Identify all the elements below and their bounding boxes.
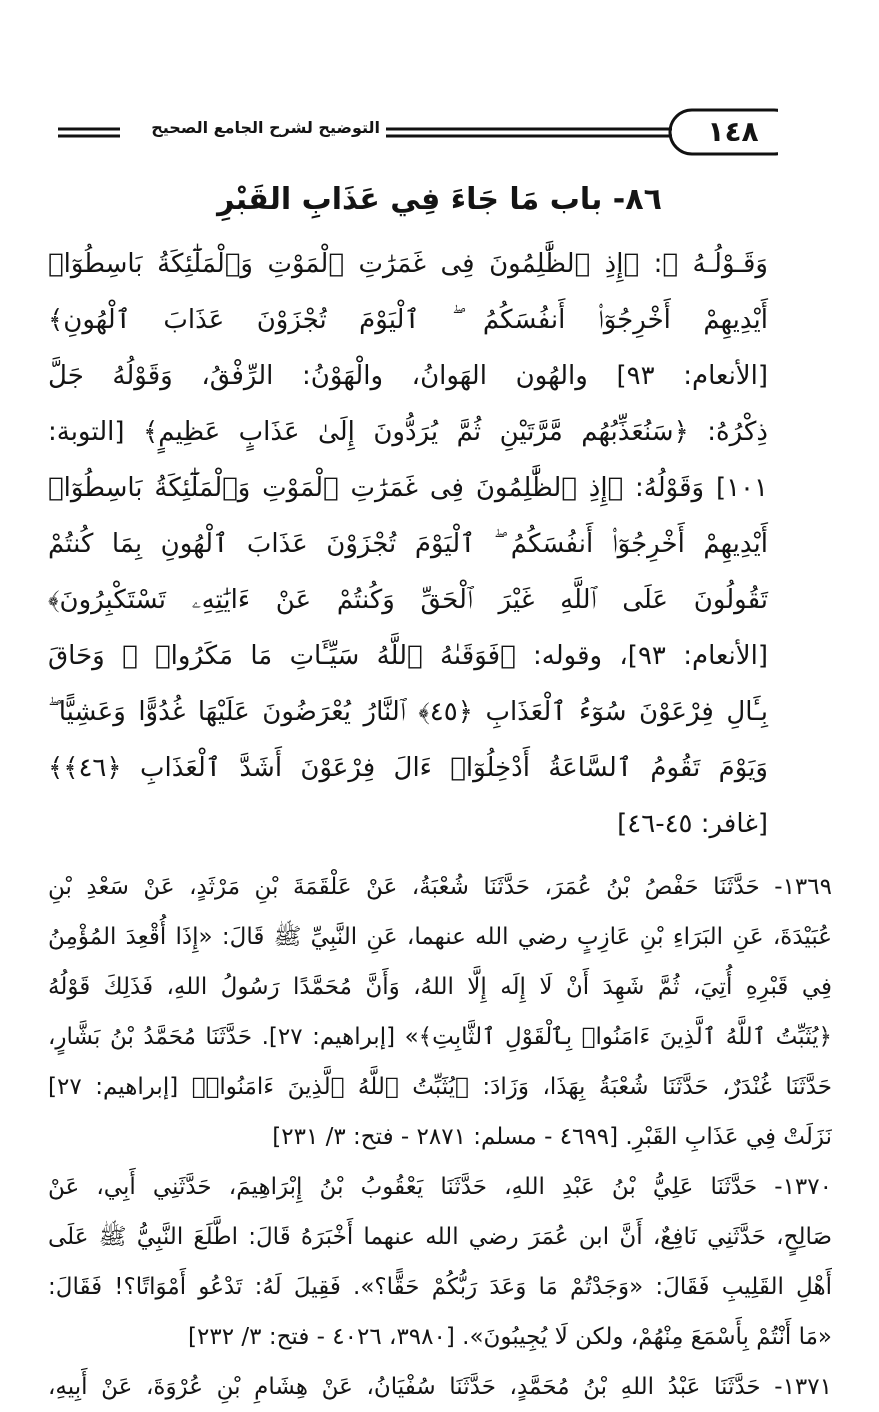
verse-line: أَيْدِيهِمْ أَخْرِجُوٓا۟ أَنفُسَكُمُ ۖ ٱلْيَوْمَ تُجْزَوْنَ عَذَابَ ٱلْهُونِ بِمَا كُنتُمْ — [48, 529, 768, 559]
section-gap — [48, 852, 832, 862]
book-title: التوضيح لشرح الجامع الصحيح — [151, 118, 380, 137]
hadith-line: ﴿يُثَبِّتُ ٱللَّهُ ٱلَّذِينَ ءَامَنُوا۟ بِٱلْقَوْلِ ٱلثَّابِتِ﴾» [إبراهيم: ٢٧]. حَدَّثَنَا مُحَمَّدُ بْنُ بَشَّارٍ، — [48, 1024, 832, 1050]
verse-reference: [غافر: ٤٥-٤٦] — [617, 809, 768, 839]
hadith-line: ١٣٦٩- حَدَّثَنَا حَفْصُ بْنُ عُمَرَ، حَدَّثَنَا شُعْبَةُ، عَنْ عَلْقَمَةَ بْنِ مَرْثَدٍ، عَنْ سَعْدِ بْنِ — [48, 874, 832, 900]
verse-line: تَقُولُونَ عَلَى ٱللَّهِ غَيْرَ ٱلْحَقِّ وَكُنتُمْ عَنْ ءَايَٰتِهِۦ تَسْتَكْبِرُونَ﴾ — [48, 585, 768, 615]
verse-line: ١٠١] وَقَوْلُهُ: ﴿إِذِ ٱلظَّٰلِمُونَ فِى غَمَرَٰتِ ٱلْمَوْتِ وَٱلْمَلَٰٓئِكَةُ بَاسِطُوٓا۟ — [48, 473, 768, 503]
verse-line: [الأنعام: ٩٣] والهُون الهَوانُ، والْهَوْنُ: الرِّفْقُ، وَقَوْلُهُ جَلَّ — [48, 361, 768, 391]
hadith-line: أَهْلِ القَلِيبِ فَقَالَ: «وَجَدْتُمْ مَا وَعَدَ رَبُّكُمْ حَقًّا؟». فَقِيلَ لَهُ: تَدْعُو أَمْوَاتًا؟! فَقَالَ: — [48, 1274, 832, 1300]
page-body — [48, 236, 832, 1412]
hadith-line: صَالِحٍ، حَدَّثَنِي نَافِعٌ، أَنَّ ابن عُمَرَ رضي الله عنهما أَخْبَرَهُ قَالَ: اطَّلَعَ النَّبِيُّ ﷺ عَلَى — [48, 1224, 832, 1250]
hadith-line: فِي قَبْرِهِ أُتِيَ، ثُمَّ شَهِدَ أَنْ لَا إِلَه إِلَّا اللهُ، وَأَنَّ مُحَمَّدًا رَسُولُ اللهِ، فَذَلِكَ قَوْلُهُ — [48, 974, 832, 1000]
hadith-section — [48, 862, 832, 1412]
hadith-reference: نَزَلَتْ فِي عَذَابِ القَبْرِ. [٤٦٩٩ - مسلم: ٢٨٧١ - فتح: ٣/ ٢٣١] — [272, 1124, 832, 1150]
hadith-line: ١٣٧٠- حَدَّثَنَا عَلِيُّ بْنُ عَبْدِ اللهِ، حَدَّثَنَا يَعْقُوبُ بْنُ إِبْرَاهِيمَ، حَدَّثَنِي أَبِي، عَنْ — [48, 1174, 832, 1200]
verse-line: وَيَوْمَ تَقُومُ ٱلسَّاعَةُ أَدْخِلُوٓا۟ ءَالَ فِرْعَوْنَ أَشَدَّ ٱلْعَذَابِ ﴿٤٦﴾﴾ — [48, 753, 768, 783]
verse-line: بِـَٔالِ فِرْعَوْنَ سُوٓءُ ٱلْعَذَابِ ﴿٤٥﴾ ٱلنَّارُ يُعْرَضُونَ عَلَيْهَا غُدُوًّا وَعَشِيًّا ۖ — [48, 697, 769, 727]
hadith-line: عُبَيْدَةَ، عَنِ البَرَاءِ بْنِ عَازِبٍ رضي الله عنهما، عَنِ النَّبِيِّ ﷺ قَالَ: «إِذَا أُقْعِدَ المُؤْمِنُ — [48, 924, 832, 950]
verse-line: أَيْدِيهِمْ أَخْرِجُوٓا۟ أَنفُسَكُمُ ۖ ٱلْيَوْمَ تُجْزَوْنَ عَذَابَ ٱلْهُونِ﴾ — [48, 305, 768, 335]
hadith-line: ١٣٧١- حَدَّثَنَا عَبْدُ اللهِ بْنُ مُحَمَّدٍ، حَدَّثَنَا سُفْيَانُ، عَنْ هِشَامِ بْنِ عُرْوَةَ، عَنْ أَبِيهِ، — [48, 1374, 832, 1400]
hadith-line: حَدَّثَنَا غُنْدَرٌ، حَدَّثَنَا شُعْبَةُ بِهَذَا، وَزَادَ: ﴿يُثَبِّتُ ٱللَّهُ ٱلَّذِينَ ءَامَنُوا۟﴾ [إبراهيم: ٢٧] — [48, 1074, 832, 1100]
verse-line: وَقَـوْلُـهُ ﷻ: ﴿إِذِ ٱلظَّٰلِمُونَ فِى غَمَرَٰتِ ٱلْمَوْتِ وَٱلْمَلَٰٓئِكَةُ بَاسِطُوٓا۟ — [48, 249, 768, 279]
verses-section — [48, 236, 832, 852]
chapter-title: ٨٦- باب مَا جَاءَ فِي عَذَابِ القَبْرِ — [217, 182, 662, 217]
running-header — [58, 104, 778, 160]
verse-line: [الأنعام: ٩٣]، وقوله: ﴿فَوَقَىٰهُ ٱللَّهُ سَيِّـَٔاتِ مَا مَكَرُوا۟ ۖ وَحَاقَ — [48, 641, 768, 671]
verse-line: ذِكْرُهُ: ﴿سَنُعَذِّبُهُم مَّرَّتَيْنِ ثُمَّ يُرَدُّونَ إِلَىٰ عَذَابٍ عَظِيمٍ﴾ [التوبة: — [48, 417, 768, 447]
page-number: ١٤٨ — [707, 115, 759, 148]
hadith-reference: «مَا أَنْتُمْ بِأَسْمَعَ مِنْهُمْ، ولكن لَا يُجِيبُونَ». [٣٩٨٠، ٤٠٢٦ - فتح: ٣/ ٢٣٢] — [188, 1324, 832, 1350]
